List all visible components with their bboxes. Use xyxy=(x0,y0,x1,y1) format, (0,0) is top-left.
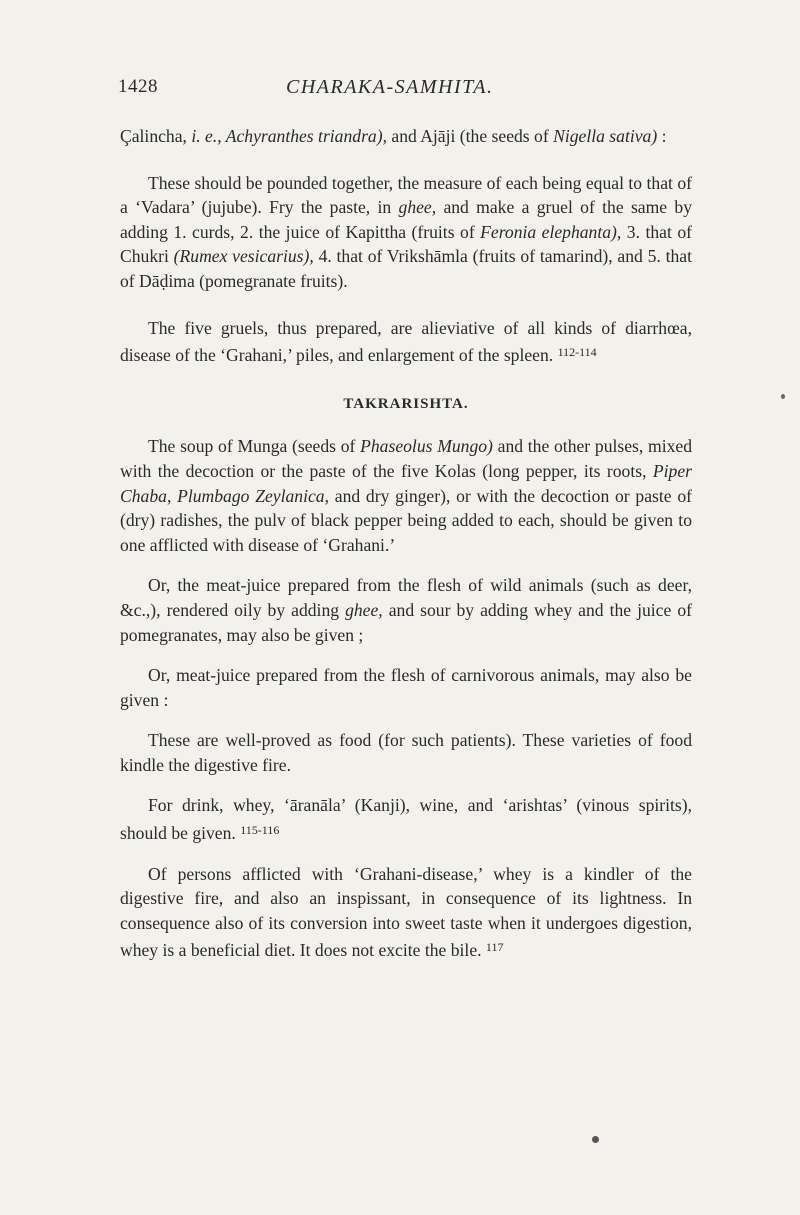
paragraph-munga-soup: The soup of Munga (seeds of Phaseolus Mungo) and the other pulses, mixed with the decoction or the paste of the five Kolas (long pepper, its roots, Piper Chaba, Plumbago Zeylanica, and dry ginger), or with the decoction or paste of (dry) radishes, the pulv of black pepper being added to each, should be given to one afflicted with disease of ‘Grahani.’ xyxy=(120,436,693,555)
page-number: 1428 xyxy=(118,76,158,97)
section-heading: TAKRARISHTA. xyxy=(343,395,469,412)
body-text xyxy=(120,124,692,963)
paragraph-whey: Of persons afflicted with ‘Grahani-disease,’ whey is a kindler of the digestive fire, and also an inspissant, in consequence of its lightness. In consequence also of its conversion into sweet taste when it undergoes digestion, whey is a beneficial diet. It does not excite the bile. $^{117}$ xyxy=(120,863,692,961)
paragraph-calincha: Çalincha, i. e., Achyranthes triandra), and Ajāji (the seeds of Nigella sativa) : xyxy=(120,126,667,146)
paragraph-meat-juice-wild: Or, the meat-juice prepared from the flesh of wild animals (such as deer, &c.,), rendered oily by adding ghee, and sour by adding whey and the juice of pomegranates, may also be given ; xyxy=(120,575,692,645)
verse-reference: 117 xyxy=(485,940,504,955)
verse-reference: 112-114 xyxy=(557,345,597,360)
paragraph-drink: For drink, whey, ‘āranāla’ (Kanji), wine, and ‘arishtas’ (vinous spirits), should be given. $^{115-116}$ xyxy=(120,795,692,844)
verse-reference: 115-116 xyxy=(240,823,280,838)
ink-spot xyxy=(592,1136,599,1143)
paragraph-food: These are well-proved as food (for such patients). These varieties of food kindle the digestive fire. xyxy=(120,730,692,775)
paragraph-meat-juice-carnivorous: Or, meat-juice prepared from the flesh of carnivorous animals, may also be given : xyxy=(120,665,692,710)
paragraph-preparation: These should be pounded together, the measure of each being equal to that of a ‘Vadara’ (jujube). Fry the paste, in ghee, and make a gruel of the same by adding 1. curds, 2. the juice of Kapittha (fruits of Feronia elephanta), 3. that of Chukri (Rumex vesicarius), 4. that of Vrikshāmla (fruits of tamarind), and 5. that of Dāḍima (pomegranate fruits). xyxy=(120,172,692,291)
running-title: CHARAKA-SAMHITA. xyxy=(286,76,494,98)
page-header xyxy=(118,76,688,106)
ink-spot xyxy=(781,394,785,399)
paragraph-gruels: The five gruels, thus prepared, are alieviative of all kinds of diarrhœa, disease of the ‘Grahani,’ piles, and enlargement of the spleen. $^{112-114}$ xyxy=(120,317,692,366)
